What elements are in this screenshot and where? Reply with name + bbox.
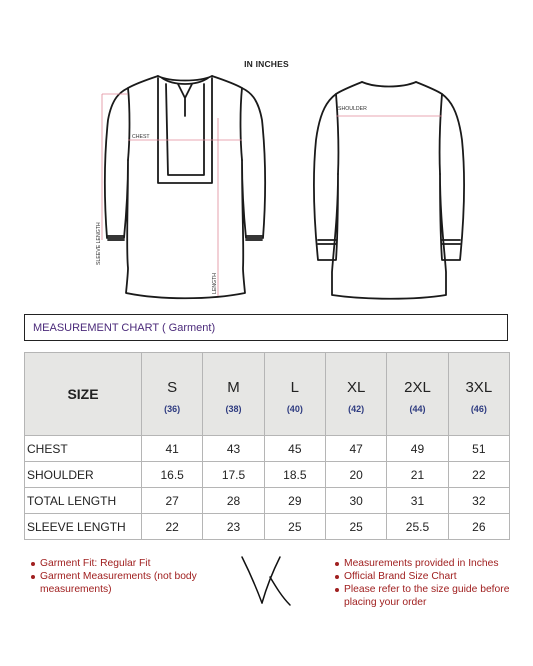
table-cell: 26 [448, 514, 509, 540]
size-col-l [264, 353, 325, 436]
back-right-armhole [440, 94, 442, 174]
row-label: TOTAL LENGTH [25, 488, 142, 514]
table-cell: 45 [264, 436, 325, 462]
table-cell: 43 [203, 436, 264, 462]
back-body-outline [314, 82, 464, 299]
note-item: Official Brand Size Chart [332, 570, 522, 583]
note-item: Garment Measurements (not body measurements) [28, 570, 228, 596]
table-cell: 17.5 [203, 462, 264, 488]
table-cell: 28 [203, 488, 264, 514]
row-label: SLEEVE LENGTH [25, 514, 142, 540]
table-cell: 25 [264, 514, 325, 540]
brand-logo [236, 553, 296, 609]
size-number: (38) [225, 403, 242, 414]
size-header-row [25, 353, 510, 436]
size-label: L [290, 378, 299, 396]
sleeve-length-label: SLEEVE LENGTH [96, 222, 102, 265]
size-col-s [142, 353, 203, 436]
size-header-cell: SIZE [25, 353, 142, 436]
back-left-cuff [318, 240, 336, 244]
measurement-chart-title [24, 314, 508, 341]
back-garment-diagram [306, 70, 486, 302]
table-cell: 22 [142, 514, 203, 540]
front-slit [178, 84, 192, 116]
table-cell: 18.5 [264, 462, 325, 488]
table-cell: 30 [325, 488, 386, 514]
size-number: (36) [164, 403, 181, 414]
table-cell: 47 [325, 436, 386, 462]
shoulder-label: SHOULDER [338, 106, 367, 112]
size-col-3xl [448, 353, 509, 436]
table-cell: 22 [448, 462, 509, 488]
table-row-sleeve-length [25, 514, 510, 540]
notes-left [28, 557, 228, 596]
table-cell: 51 [448, 436, 509, 462]
units-heading: IN INCHES [244, 59, 289, 69]
table-cell: 31 [387, 488, 448, 514]
table-cell: 25.5 [387, 514, 448, 540]
size-number: (42) [348, 403, 365, 414]
size-col-xl [325, 353, 386, 436]
table-cell: 21 [387, 462, 448, 488]
back-right-cuff [442, 240, 460, 244]
size-number: (44) [409, 403, 426, 414]
table-cell: 25 [325, 514, 386, 540]
front-garment-diagram [90, 68, 280, 303]
size-number: (46) [470, 403, 487, 414]
size-number: (40) [286, 403, 303, 414]
row-label: SHOULDER [25, 462, 142, 488]
back-neckline [362, 82, 416, 87]
table-row-total-length [25, 488, 510, 514]
size-table [24, 352, 510, 540]
note-item: Please refer to the size guide before placing your order [332, 583, 522, 609]
table-cell: 49 [387, 436, 448, 462]
chest-label: CHEST [132, 134, 150, 140]
measurement-chart-title-text: MEASUREMENT CHART ( Garment) [33, 321, 216, 334]
table-cell: 16.5 [142, 462, 203, 488]
note-item: Garment Fit: Regular Fit [28, 557, 228, 570]
size-label: XL [346, 378, 366, 396]
length-label: LENGTH [212, 272, 218, 294]
table-cell: 32 [448, 488, 509, 514]
table-cell: 20 [325, 462, 386, 488]
table-cell: 29 [264, 488, 325, 514]
size-label: 2XL [404, 378, 431, 396]
size-label: 3XL [465, 378, 493, 396]
size-col-2xl [387, 353, 448, 436]
front-right-armhole [241, 88, 243, 160]
table-row-shoulder [25, 462, 510, 488]
size-label: S [167, 378, 178, 396]
table-cell: 23 [203, 514, 264, 540]
table-cell: 41 [142, 436, 203, 462]
size-col-m [203, 353, 264, 436]
note-item: Measurements provided in Inches [332, 557, 522, 570]
front-left-armhole [128, 88, 130, 160]
table-row-chest [25, 436, 510, 462]
notes-right [332, 557, 522, 609]
table-cell: 27 [142, 488, 203, 514]
size-label: M [227, 378, 240, 396]
row-label: CHEST [25, 436, 142, 462]
